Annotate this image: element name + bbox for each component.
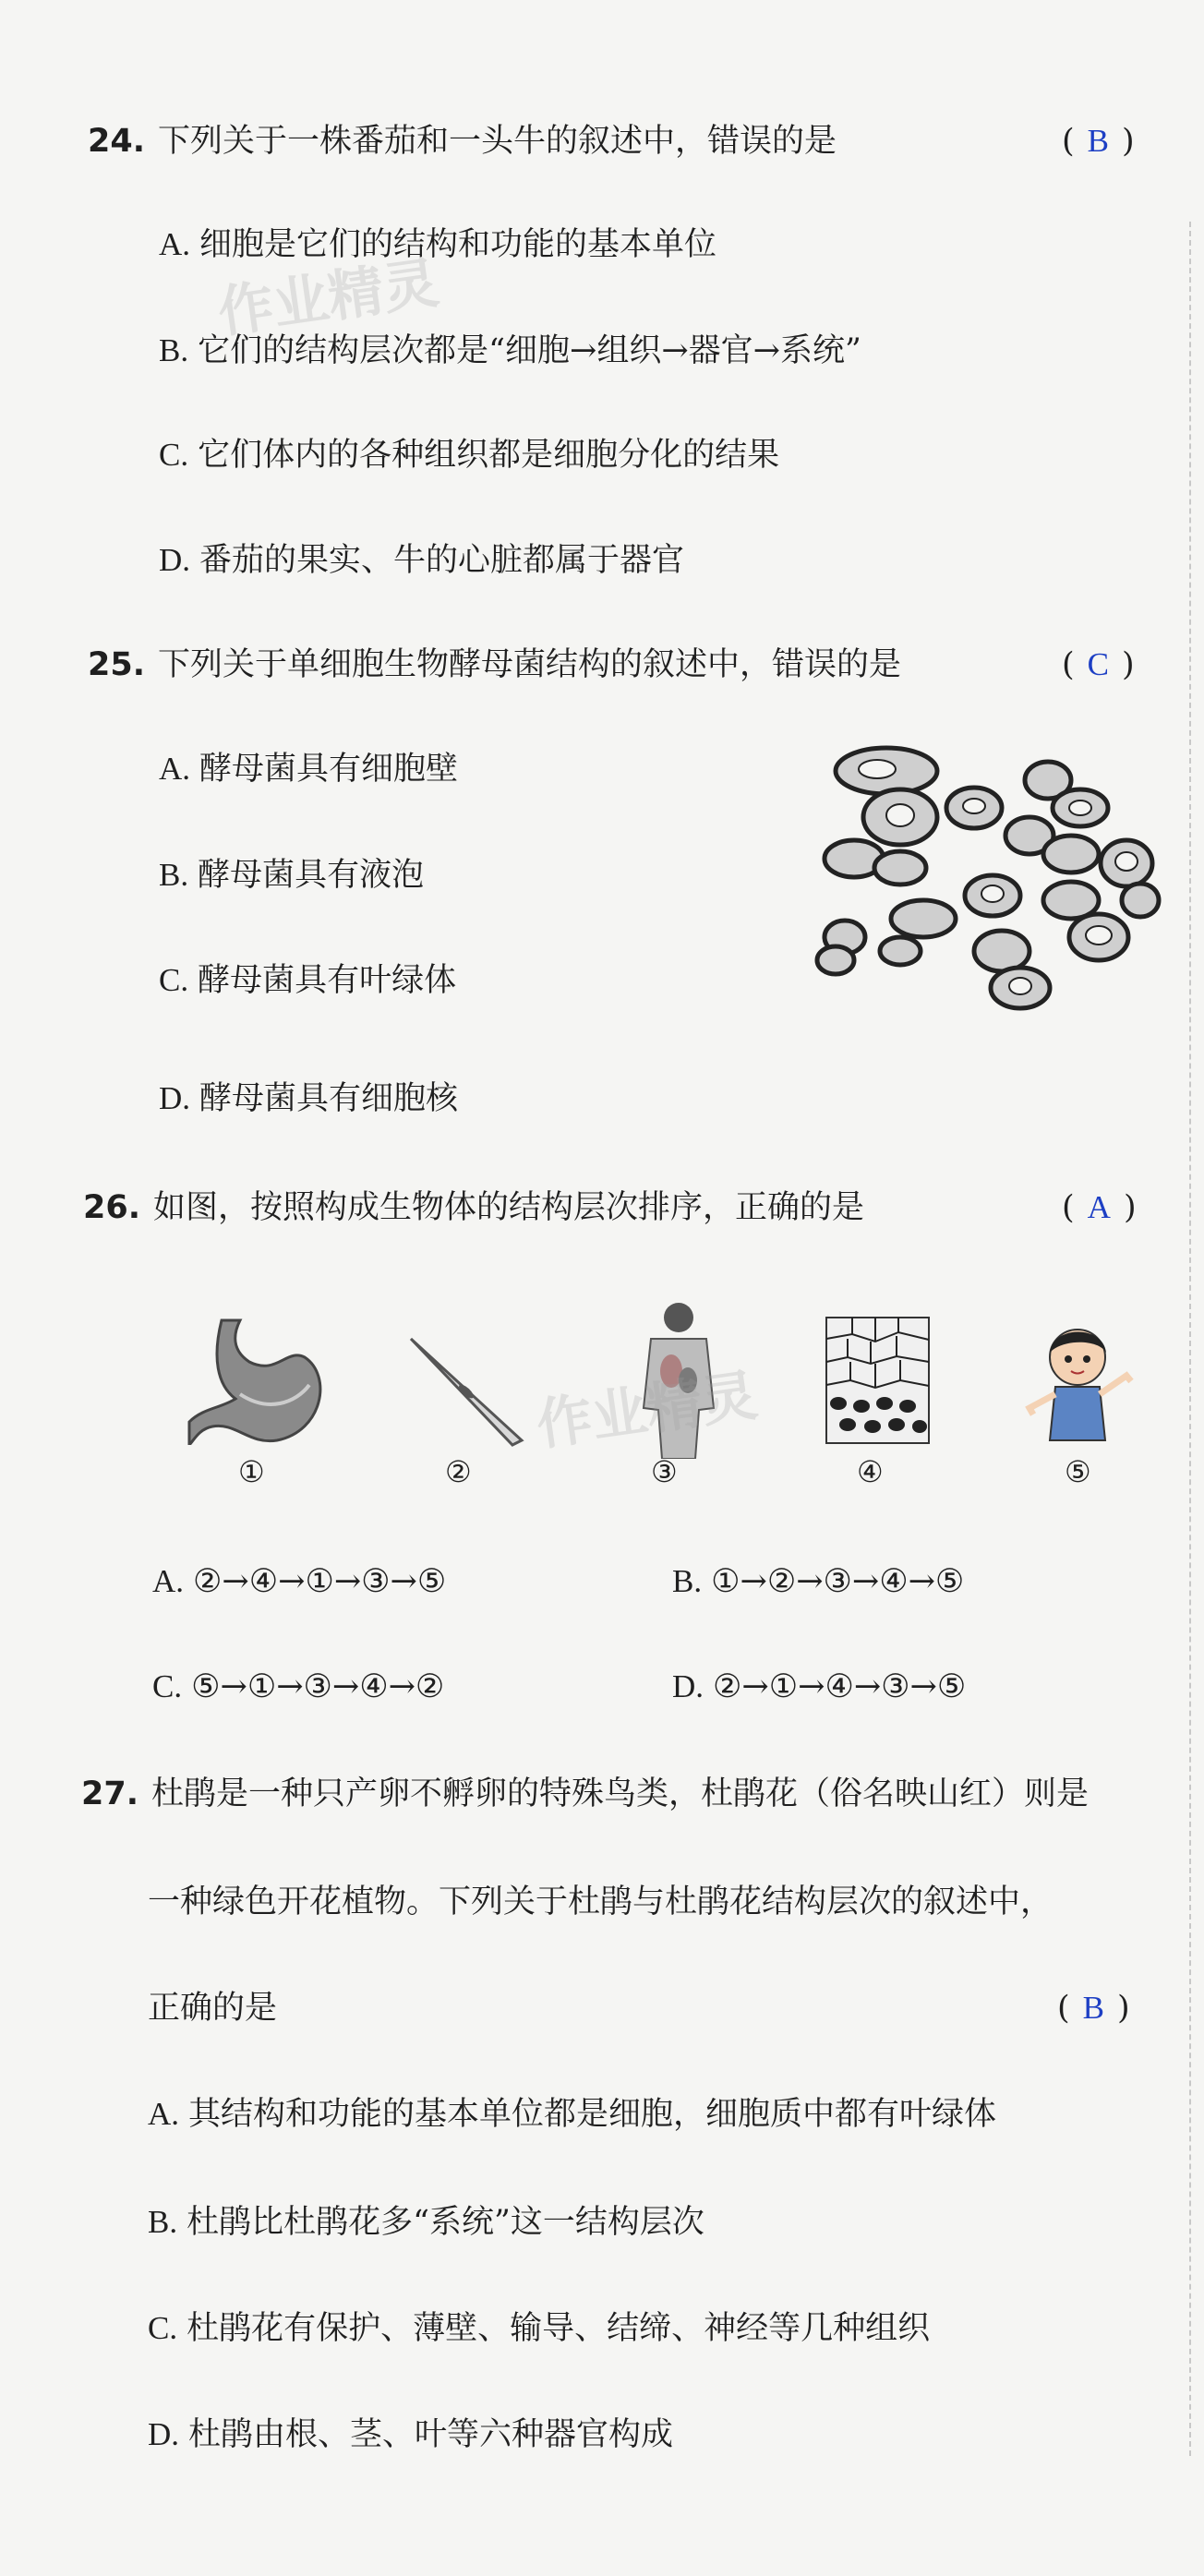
question-25-stem [88,642,901,688]
question-27-answer: ( B ) [1057,1990,1132,2027]
watermark: 作业精灵 [213,250,443,346]
question-number: 24. [88,123,146,160]
question-25-option-d: D. 酵母菌具有细胞核 [159,1080,459,1117]
question-text: 下列关于单细胞生物酵母菌结构的叙述中，错误的是 [158,646,902,683]
question-25-option-c: C. 酵母菌具有叶绿体 [159,962,457,999]
stomach-illustration [185,1311,332,1445]
question-25-answer: ( C ) [1062,646,1137,683]
question-26-option-c: C. ⑤→①→③→④→② [152,1668,445,1705]
question-text: 如图，按照构成生物体的结构层次排序，正确的是 [153,1189,865,1226]
tissue-illustration [825,1316,931,1445]
muscle-cell-illustration [406,1330,526,1450]
question-25-option-a: A. 酵母菌具有细胞壁 [159,751,459,788]
answer-letter: C [1087,646,1112,682]
question-27-stem-line-1 [81,1771,1089,1817]
answer-letter: B [1087,123,1112,159]
boy-illustration [1020,1320,1140,1450]
question-25-option-b: B. 酵母菌具有液泡 [159,857,425,894]
answer-letter: B [1082,1990,1107,2026]
question-26-option-b: B. ①→②→③→④→⑤ [672,1563,965,1600]
question-text: 下列关于一株番茄和一头牛的叙述中，错误的是 [158,123,837,160]
question-26-option-d: D. ②→①→④→③→⑤ [672,1668,967,1705]
watermark: 作业精灵 [532,1363,762,1459]
question-24-option-d: D. 番茄的果实、牛的心脏都属于器官 [159,542,685,579]
page-edge-divider [1189,222,1191,2456]
question-27-stem-line-2: 一种绿色开花植物。下列关于杜鹃与杜鹃花结构层次的叙述中， [148,1884,1054,1920]
question-26-answer: ( A ) [1062,1189,1138,1226]
question-26-stem [83,1185,864,1231]
figure-label-1: ① [238,1454,265,1489]
question-24-option-b: B. 它们的结构层次都是“细胞→组织→器官→系统” [159,332,861,369]
question-24-option-a: A. 细胞是它们的结构和功能的基本单位 [159,226,717,263]
question-27-stem-line-3: 正确的是 [148,1990,278,2027]
question-text: 杜鹃是一种只产卵不孵卵的特殊鸟类，杜鹃花（俗名映山红）则是 [151,1776,1090,1812]
question-24-stem [88,118,837,164]
question-27-option-a: A. 其结构和功能的基本单位都是细胞，细胞质中都有叶绿体 [148,2096,997,2133]
answer-letter: A [1087,1189,1113,1225]
figure-label-4: ④ [857,1454,884,1489]
question-number: 26. [83,1189,141,1226]
question-27-option-d: D. 杜鹃由根、茎、叶等六种器官构成 [148,2416,674,2453]
question-24-option-c: C. 它们体内的各种组织都是细胞分化的结果 [159,437,780,474]
question-26-option-a: A. ②→④→①→③→⑤ [152,1563,447,1600]
question-number: 27. [81,1776,139,1812]
question-27-option-c: C. 杜鹃花有保护、薄壁、输导、结缔、神经等几种组织 [148,2310,931,2347]
question-27-option-b: B. 杜鹃比杜鹃花多“系统”这一结构层次 [148,2204,704,2241]
yeast-cells-illustration [813,743,1163,1011]
question-number: 25. [88,646,146,683]
question-24-answer: ( B ) [1062,123,1137,160]
figure-label-5: ⑤ [1065,1454,1091,1489]
figure-label-3: ③ [651,1454,678,1489]
figure-label-2: ② [445,1454,472,1489]
